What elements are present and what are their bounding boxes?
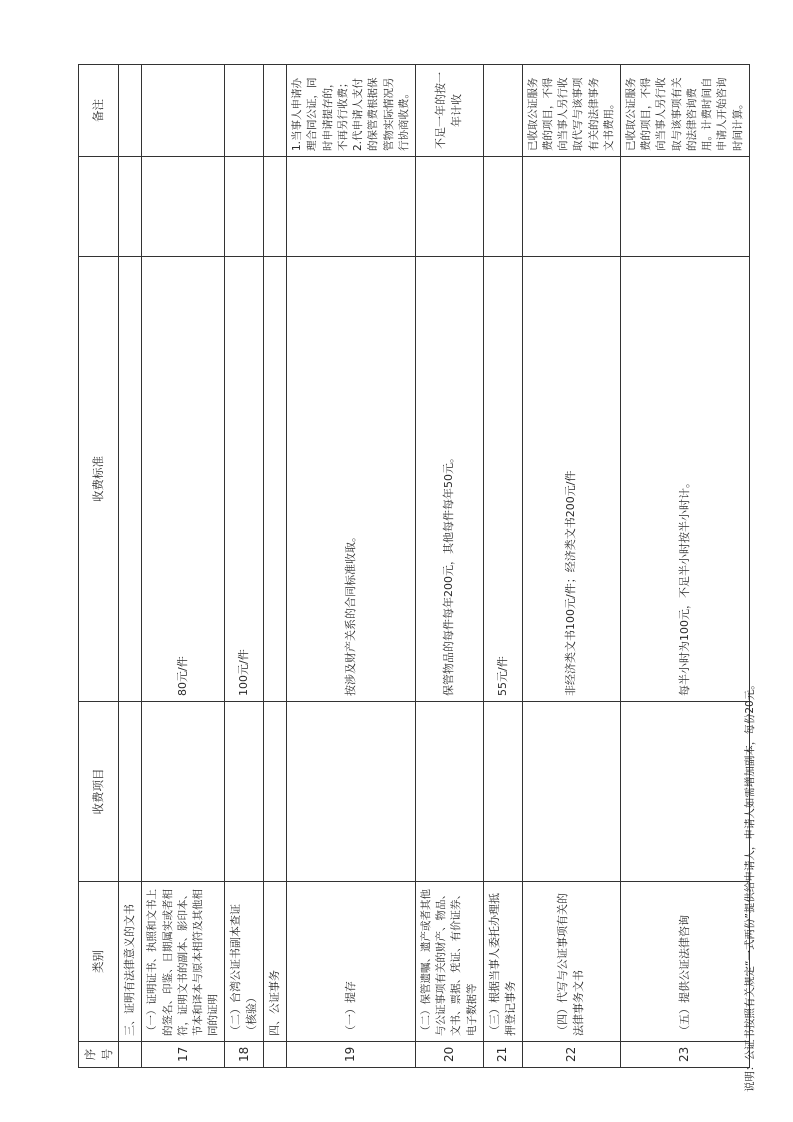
row-standard: 保管物品的每件每年200元，其他每件每年50元。 <box>415 257 483 702</box>
row-standard: 按涉及财产关系的合同标准收取。 <box>287 257 416 702</box>
row-remark: 不足一年的按一年计收 <box>415 65 483 157</box>
row-seq: 20 <box>415 1042 483 1068</box>
header-spacer <box>79 157 119 257</box>
row-category: （一）提存 <box>287 882 416 1042</box>
header-remark: 备注 <box>79 65 119 157</box>
rotated-page <box>78 65 744 1068</box>
row-standard: 80元/件 <box>142 257 225 702</box>
row-remark <box>483 65 522 157</box>
table-row <box>142 65 225 1068</box>
row-standard: 55元/件 <box>483 257 522 702</box>
table-row <box>415 65 483 1068</box>
footnote: 说明：公证书按照有关规定“一式两份”提供给申请人，申请人如需增加副本，每份20元。 <box>744 679 756 1092</box>
row-seq: 22 <box>522 1042 620 1068</box>
row-category: （四）代写与公证事项有关的法律事务文书 <box>522 882 620 1042</box>
row-category: （一）证明证书、执照和文书上的签名、印鉴、日期属实或者相符，证明文书的副本、影印本、节本和译本与原本相符及其他相同的证明 <box>142 882 225 1042</box>
row-remark <box>225 65 264 157</box>
header-standard: 收费标准 <box>79 257 119 702</box>
row-remark <box>142 65 225 157</box>
row-seq: 21 <box>483 1042 522 1068</box>
row-remark: 已收取公证服务费的项目，不得向当事人另行收取与该事项有关的法律咨询费用。计费时间自申请人开始咨询时间计算。 <box>621 65 750 157</box>
row-standard: 100元/件 <box>225 257 264 702</box>
section-row <box>264 65 287 1068</box>
row-seq: 18 <box>225 1042 264 1068</box>
row-seq: 23 <box>621 1042 750 1068</box>
table-row <box>287 65 416 1068</box>
row-remark: 1.当事人申请办理合同公证，同时申请提存的，不再另行收费；2.代申请人支付的保管费根据保管物实际情况另行协商收费。 <box>287 65 416 157</box>
row-seq: 19 <box>287 1042 416 1068</box>
section-title: 三、证明有法律意义的文书 <box>119 882 142 1042</box>
table-row <box>225 65 264 1068</box>
table-row <box>621 65 750 1068</box>
row-category: （三）根据当事人委托办理抵押登记事务 <box>483 882 522 1042</box>
section-title: 四、公证事务 <box>264 882 287 1042</box>
fee-table <box>78 64 750 1068</box>
section-row <box>119 65 142 1068</box>
row-category: （二）台湾公证书副本查证（核验） <box>225 882 264 1042</box>
header-seq: 序号 <box>79 1042 119 1068</box>
header-category: 类别 <box>79 882 119 1042</box>
row-standard: 非经济类文书100元/件；经济类文书200元/件 <box>522 257 620 702</box>
row-seq: 17 <box>142 1042 225 1068</box>
row-category: （五）提供公证法律咨询 <box>621 882 750 1042</box>
row-remark: 已收取公证服务费的项目，不得向当事人另行收取代写与该事项有关的法律事务文书费用。 <box>522 65 620 157</box>
header-item: 收费项目 <box>79 702 119 882</box>
table-row <box>483 65 522 1068</box>
table-row <box>522 65 620 1068</box>
row-standard: 每半小时为100元，不足半小时按半小时计。 <box>621 257 750 702</box>
table-header-row <box>79 65 119 1068</box>
row-category: （二）保管遗嘱、遗产或者其他与公证事项有关的财产、物品、文书、票据、凭证、有价证券、电子数据等 <box>415 882 483 1042</box>
